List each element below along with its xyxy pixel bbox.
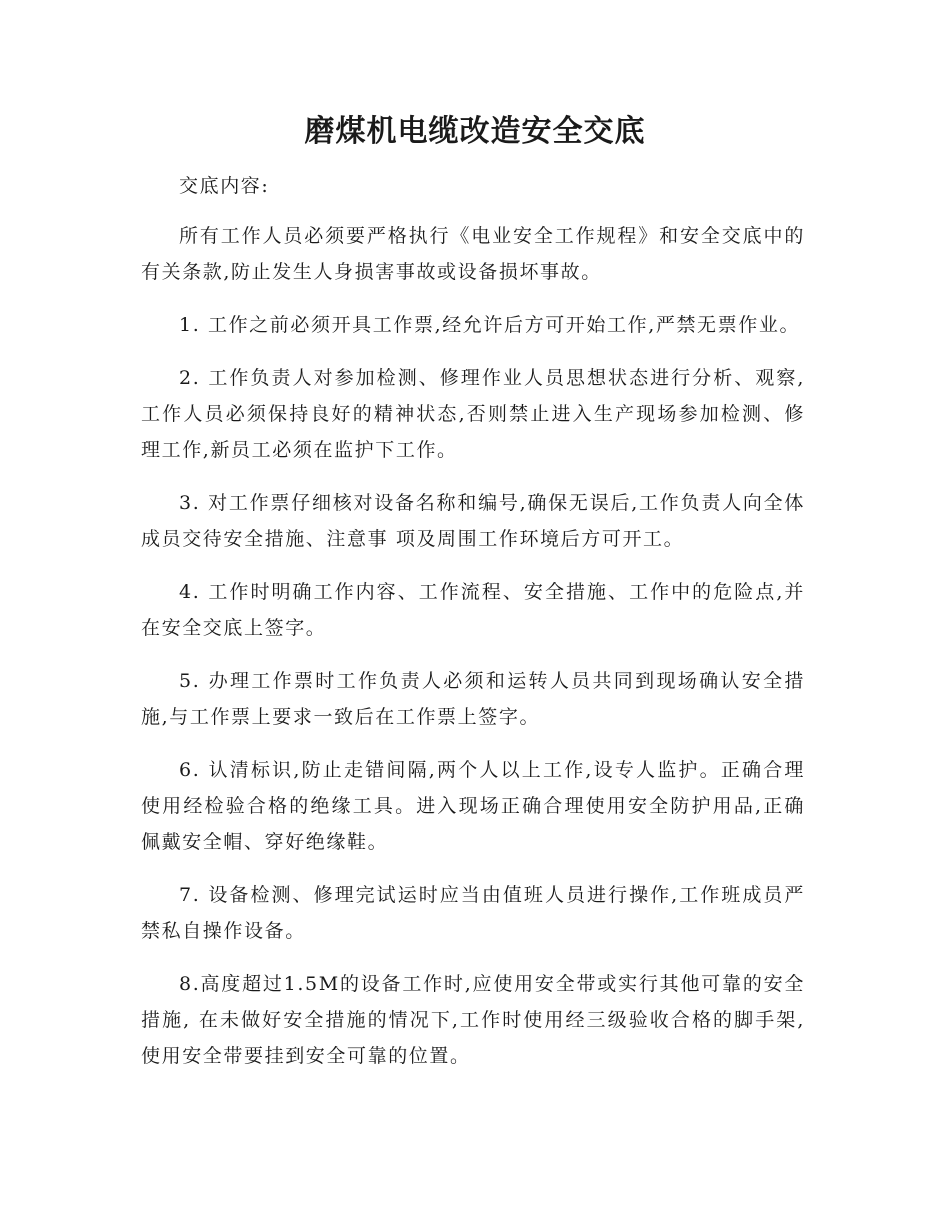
item-paragraph-5: 5. 办理工作票时工作负责人必须和运转人员共同到现场确认安全措施,与工作票上要求一致后在工作票上签字。 bbox=[141, 670, 805, 728]
document-body bbox=[141, 168, 805, 1091]
item-paragraph-4: 4. 工作时明确工作内容、工作流程、安全措施、工作中的危险点,并在安全交底上签字。 bbox=[141, 581, 805, 639]
intro-paragraph: 所有工作人员必须要严格执行《电业安全工作规程》和安全交底中的有关条款,防止发生人身损害事故或设备损坏事故。 bbox=[141, 225, 805, 283]
item-paragraph-2: 2. 工作负责人对参加检测、修理作业人员思想状态进行分析、观察,工作人员必须保持良好的精神状态,否则禁止进入生产现场参加检测、修理工作,新员工必须在监护下工作。 bbox=[141, 367, 805, 461]
item-paragraph-3: 3. 对工作票仔细核对设备名称和编号,确保无误后,工作负责人向全体成员交待安全措施、注意事 项及周围工作环境后方可开工。 bbox=[141, 492, 805, 550]
item-paragraph-6: 6. 认清标识,防止走错间隔,两个人以上工作,设专人监护。正确合理使用经检验合格的绝缘工具。进入现场正确合理使用安全防护用品,正确佩戴安全帽、穿好绝缘鞋。 bbox=[141, 759, 805, 853]
item-paragraph-1: 1. 工作之前必须开具工作票,经允许后方可开始工作,严禁无票作业。 bbox=[179, 314, 801, 336]
document-title: 磨煤机电缆改造安全交底 bbox=[304, 114, 646, 149]
section-label: 交底内容: bbox=[179, 175, 270, 197]
item-paragraph-8: 8.高度超过1.5M的设备工作时,应使用安全带或实行其他可靠的安全措施, 在未做好安全措施的情况下,工作时使用经三级验收合格的脚手架,使用安全带要挂到安全可靠的位置。 bbox=[141, 973, 805, 1067]
item-paragraph-7: 7. 设备检测、修理完试运时应当由值班人员进行操作,工作班成员严禁私自操作设备。 bbox=[141, 884, 805, 942]
